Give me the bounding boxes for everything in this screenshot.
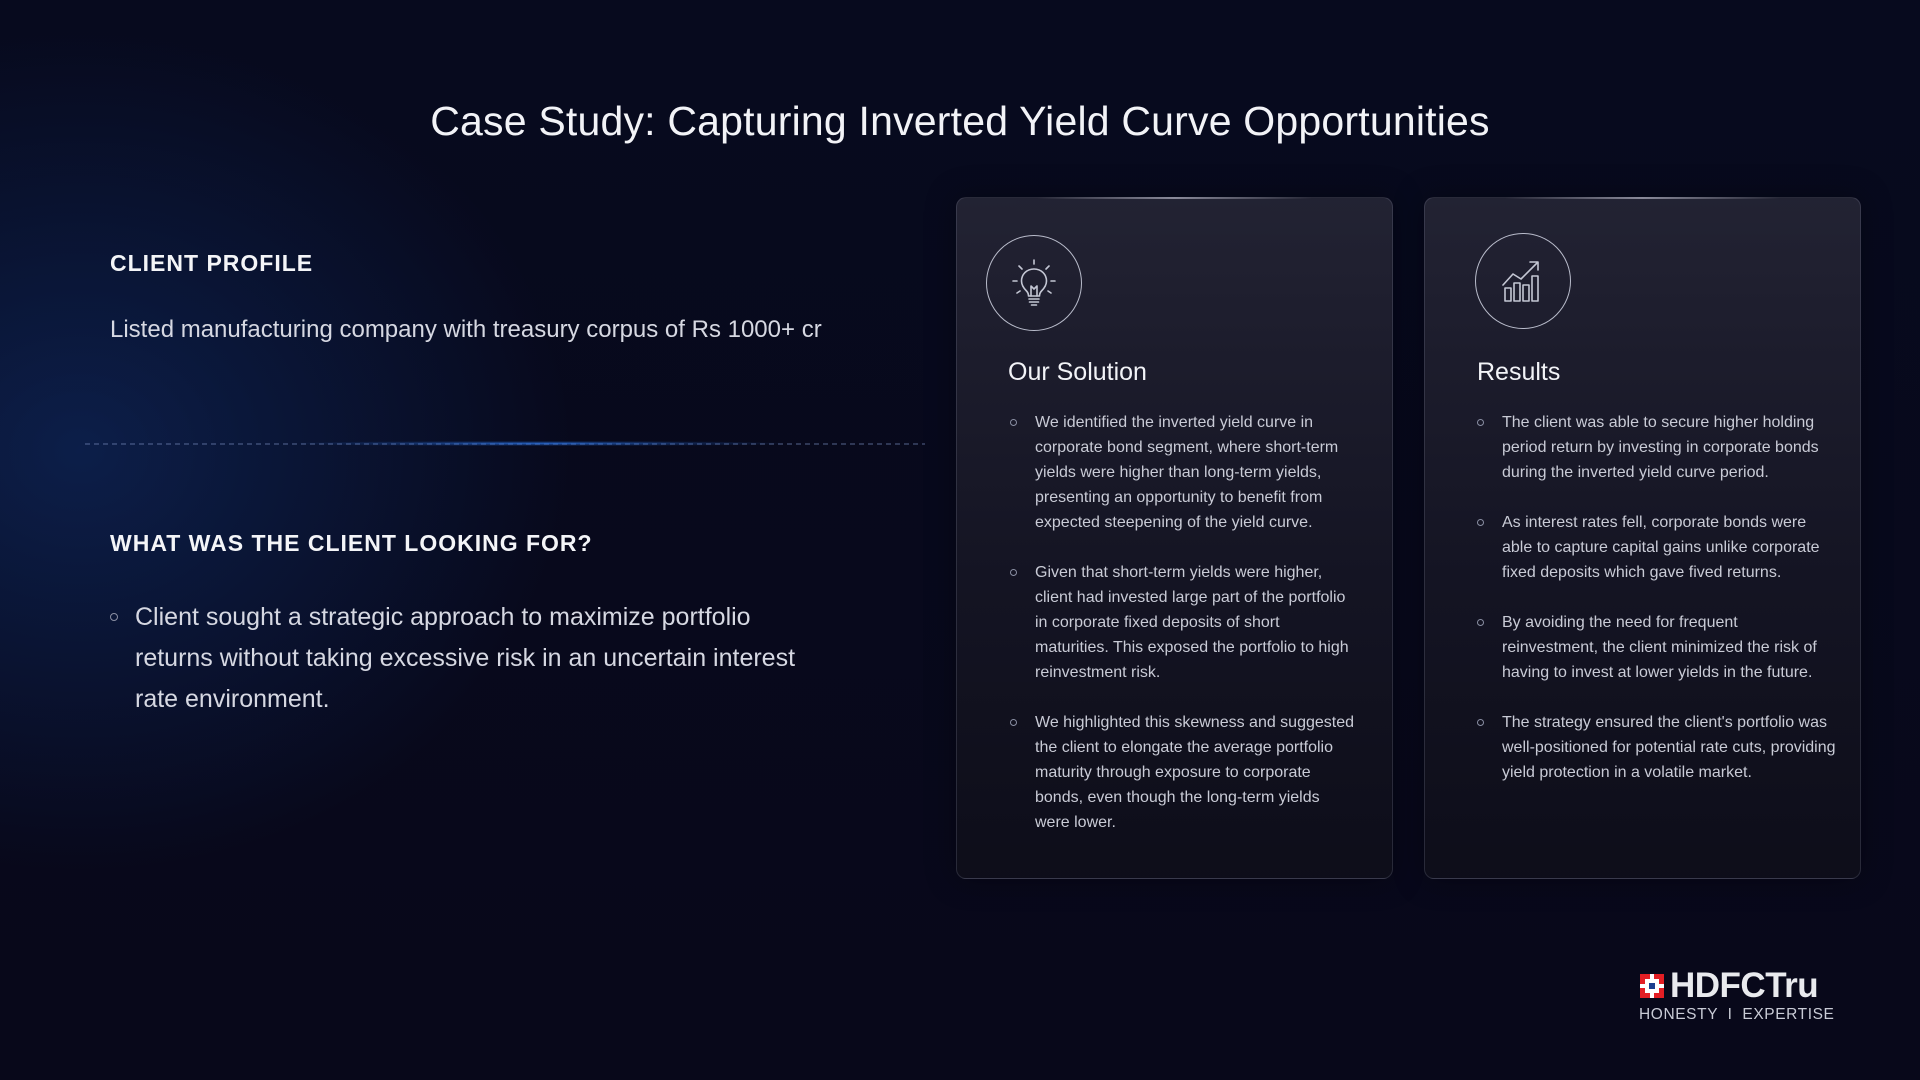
lightbulb-icon — [986, 235, 1082, 331]
list-item-text: The client was able to secure higher holding period return by investing in corporate bonds during the inverted yield curve period. — [1502, 414, 1819, 481]
list-item-text: As interest rates fell, corporate bonds were able to capture capital gains unlike corporate fixed deposits which gave fived returns. — [1502, 514, 1820, 581]
list-item — [1477, 610, 1837, 685]
results-card — [1424, 197, 1861, 879]
list-item-text: The strategy ensured the client's portfolio was well-positioned for potential rate cuts, providing yield protection in a volatile market. — [1502, 714, 1836, 781]
bullet-icon — [1010, 719, 1017, 726]
solution-list — [1010, 410, 1355, 860]
logo-tagline: HONESTY I EXPERTISE — [1639, 1006, 1835, 1023]
list-item-text: We identified the inverted yield curve in corporate bond segment, where short-term yields were higher than long-term yields, presenting an opportunity to benefit from expected steepening of the yield curve. — [1035, 414, 1339, 531]
bullet-icon — [1477, 719, 1484, 726]
bullet-icon — [1010, 569, 1017, 576]
list-item — [110, 597, 830, 720]
results-list — [1477, 410, 1837, 810]
looking-for-heading: WHAT WAS THE CLIENT LOOKING FOR? — [110, 530, 593, 556]
list-item — [1477, 410, 1837, 485]
client-profile-text: Listed manufacturing company with treasury corpus of Rs 1000+ cr — [110, 316, 822, 343]
list-item-text: We highlighted this skewness and suggested the client to elongate the average portfolio maturity through exposure to corporate bonds, even though the long-term yields were lower. — [1035, 714, 1355, 831]
solution-card — [956, 197, 1393, 879]
bullet-icon — [1477, 419, 1484, 426]
list-item — [1010, 410, 1355, 535]
list-item — [1477, 510, 1837, 585]
client-profile-heading: CLIENT PROFILE — [110, 250, 314, 276]
logo-brand-suffix: Tru — [1765, 966, 1819, 1005]
divider-glow — [300, 441, 780, 446]
hdfc-tru-logo — [1638, 966, 1838, 1026]
solution-title: Our Solution — [1008, 358, 1147, 386]
bullet-icon — [1477, 619, 1484, 626]
list-item — [1010, 710, 1355, 835]
results-title: Results — [1477, 358, 1561, 386]
list-item — [1010, 560, 1355, 685]
logo-wordmark — [1670, 967, 1818, 1005]
list-item — [1477, 710, 1837, 785]
list-item-text: Given that short-term yields were higher, client had invested large part of the portfolio in corporate fixed deposits of short maturities. This exposed the portfolio to high reinvestment risk. — [1035, 564, 1349, 681]
bullet-icon — [1477, 519, 1484, 526]
hdfc-logo-icon — [1640, 974, 1664, 998]
list-item-text: By avoiding the need for frequent reinvestment, the client minimized the risk of having to invest at lower yields in the future. — [1502, 614, 1817, 681]
growth-chart-icon — [1475, 233, 1571, 329]
bullet-icon — [110, 613, 118, 621]
logo-brand: HDFC — [1670, 966, 1766, 1005]
looking-for-list — [110, 597, 830, 720]
list-item-text: Client sought a strategic approach to maximize portfolio returns without taking excessive risk in an uncertain interest rate environment. — [135, 603, 796, 713]
page-title: Case Study: Capturing Inverted Yield Curve Opportunities — [430, 98, 1490, 144]
bullet-icon — [1010, 419, 1017, 426]
